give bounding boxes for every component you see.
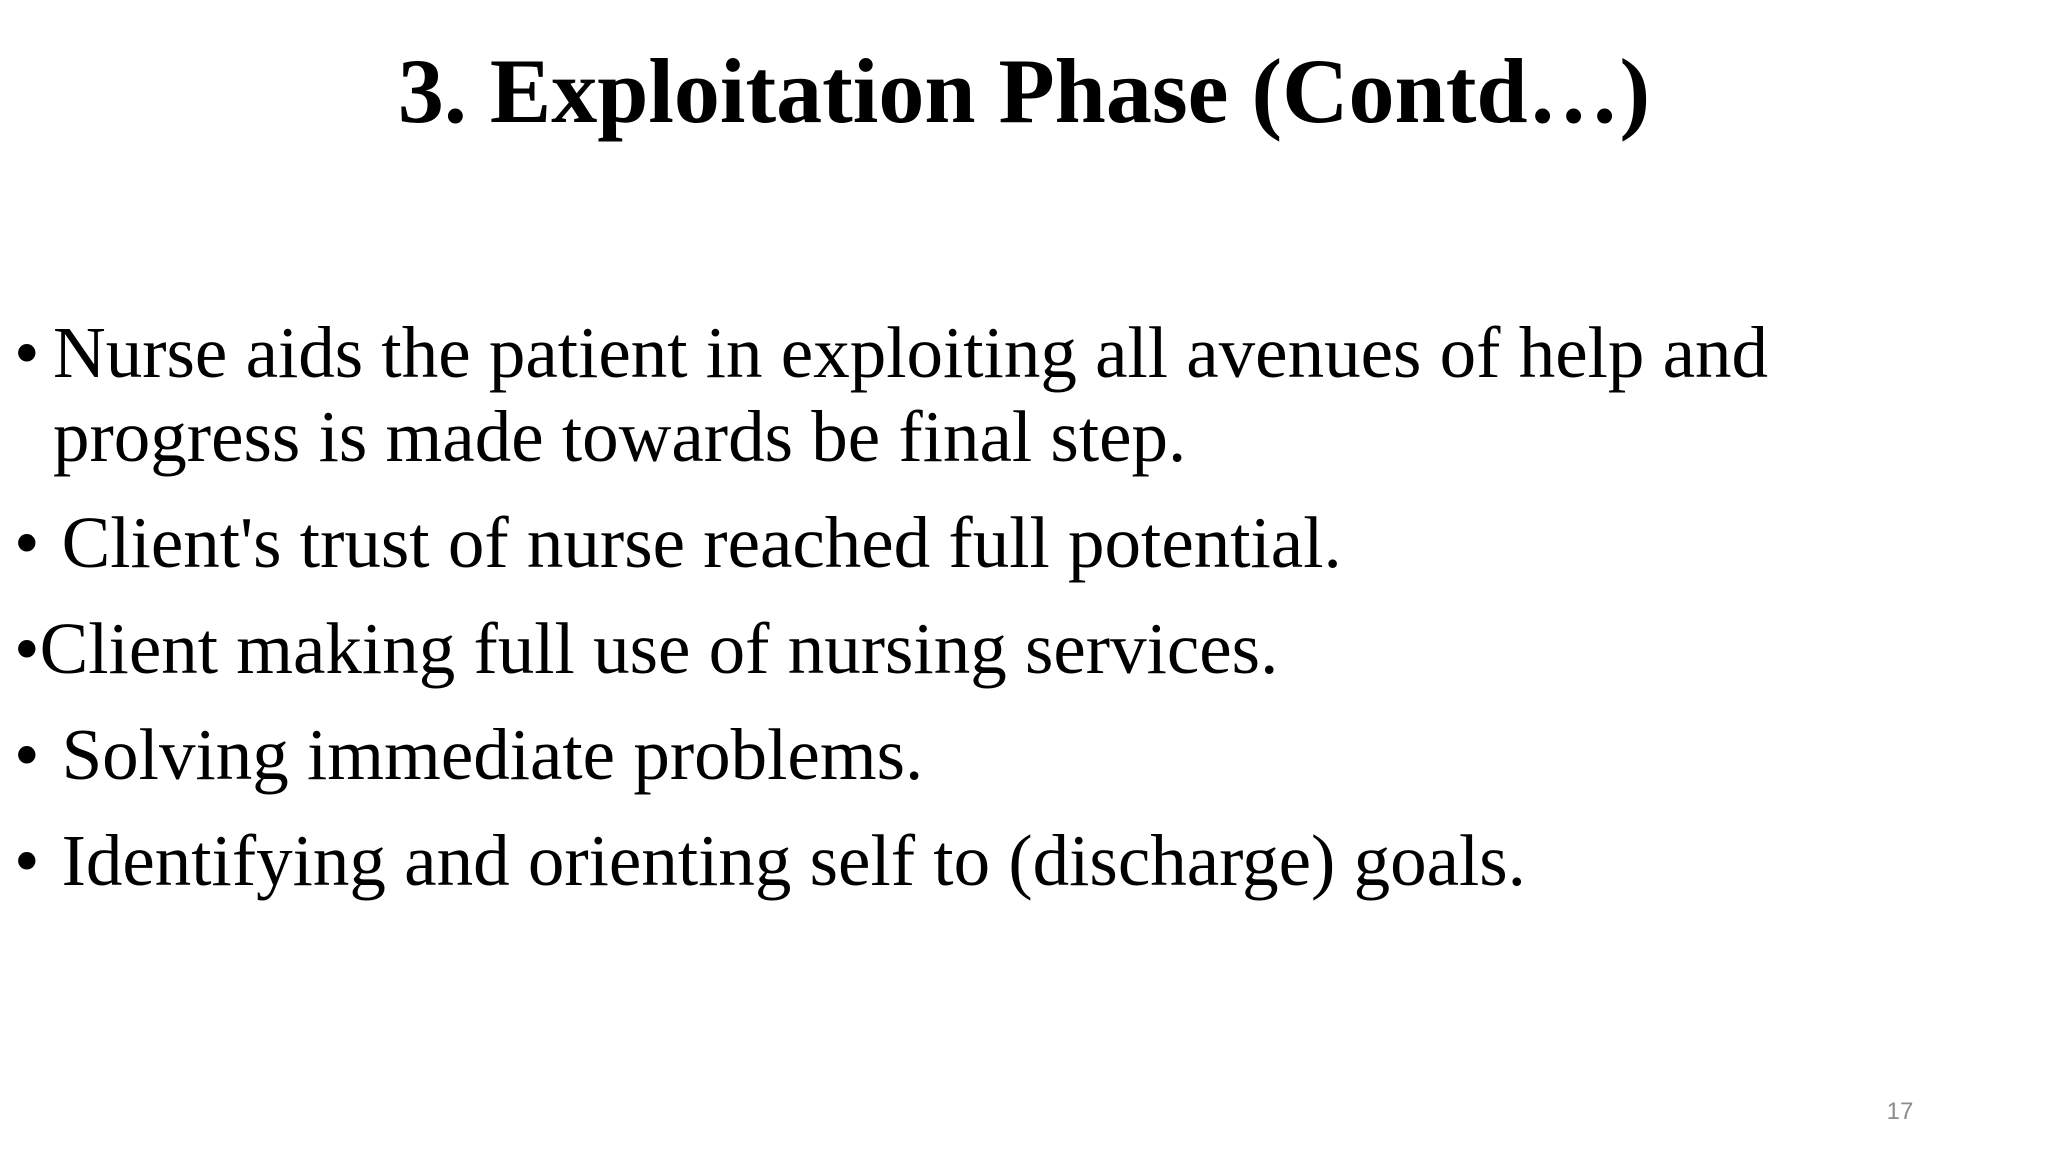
bullet-text: Solving immediate problems. xyxy=(61,714,924,795)
bullet-item xyxy=(14,713,1974,797)
bullet-dot: • xyxy=(14,312,40,393)
bullet-text: Identifying and orienting self to (discharge) goals. xyxy=(61,820,1526,901)
bullet-item xyxy=(14,819,1974,903)
bullet-item xyxy=(14,311,1974,479)
page-number: 17 xyxy=(1886,1098,1914,1125)
bullet-item xyxy=(14,501,1974,585)
bullet-text: Client making full use of nursing services. xyxy=(39,608,1279,689)
bullet-dot: • xyxy=(14,502,40,583)
bullet-list xyxy=(14,311,1974,903)
bullet-item xyxy=(14,607,1974,691)
bullet-dot: • xyxy=(14,608,40,689)
bullet-dot: • xyxy=(14,714,40,795)
bullet-text: Nurse aids the patient in exploiting all avenues of help and progress is made towards be final step. xyxy=(53,312,1769,477)
bullet-dot: • xyxy=(14,820,40,901)
slide-title: 3. Exploitation Phase (Contd…) xyxy=(397,40,1651,142)
bullet-text: Client's trust of nurse reached full potential. xyxy=(61,502,1342,583)
